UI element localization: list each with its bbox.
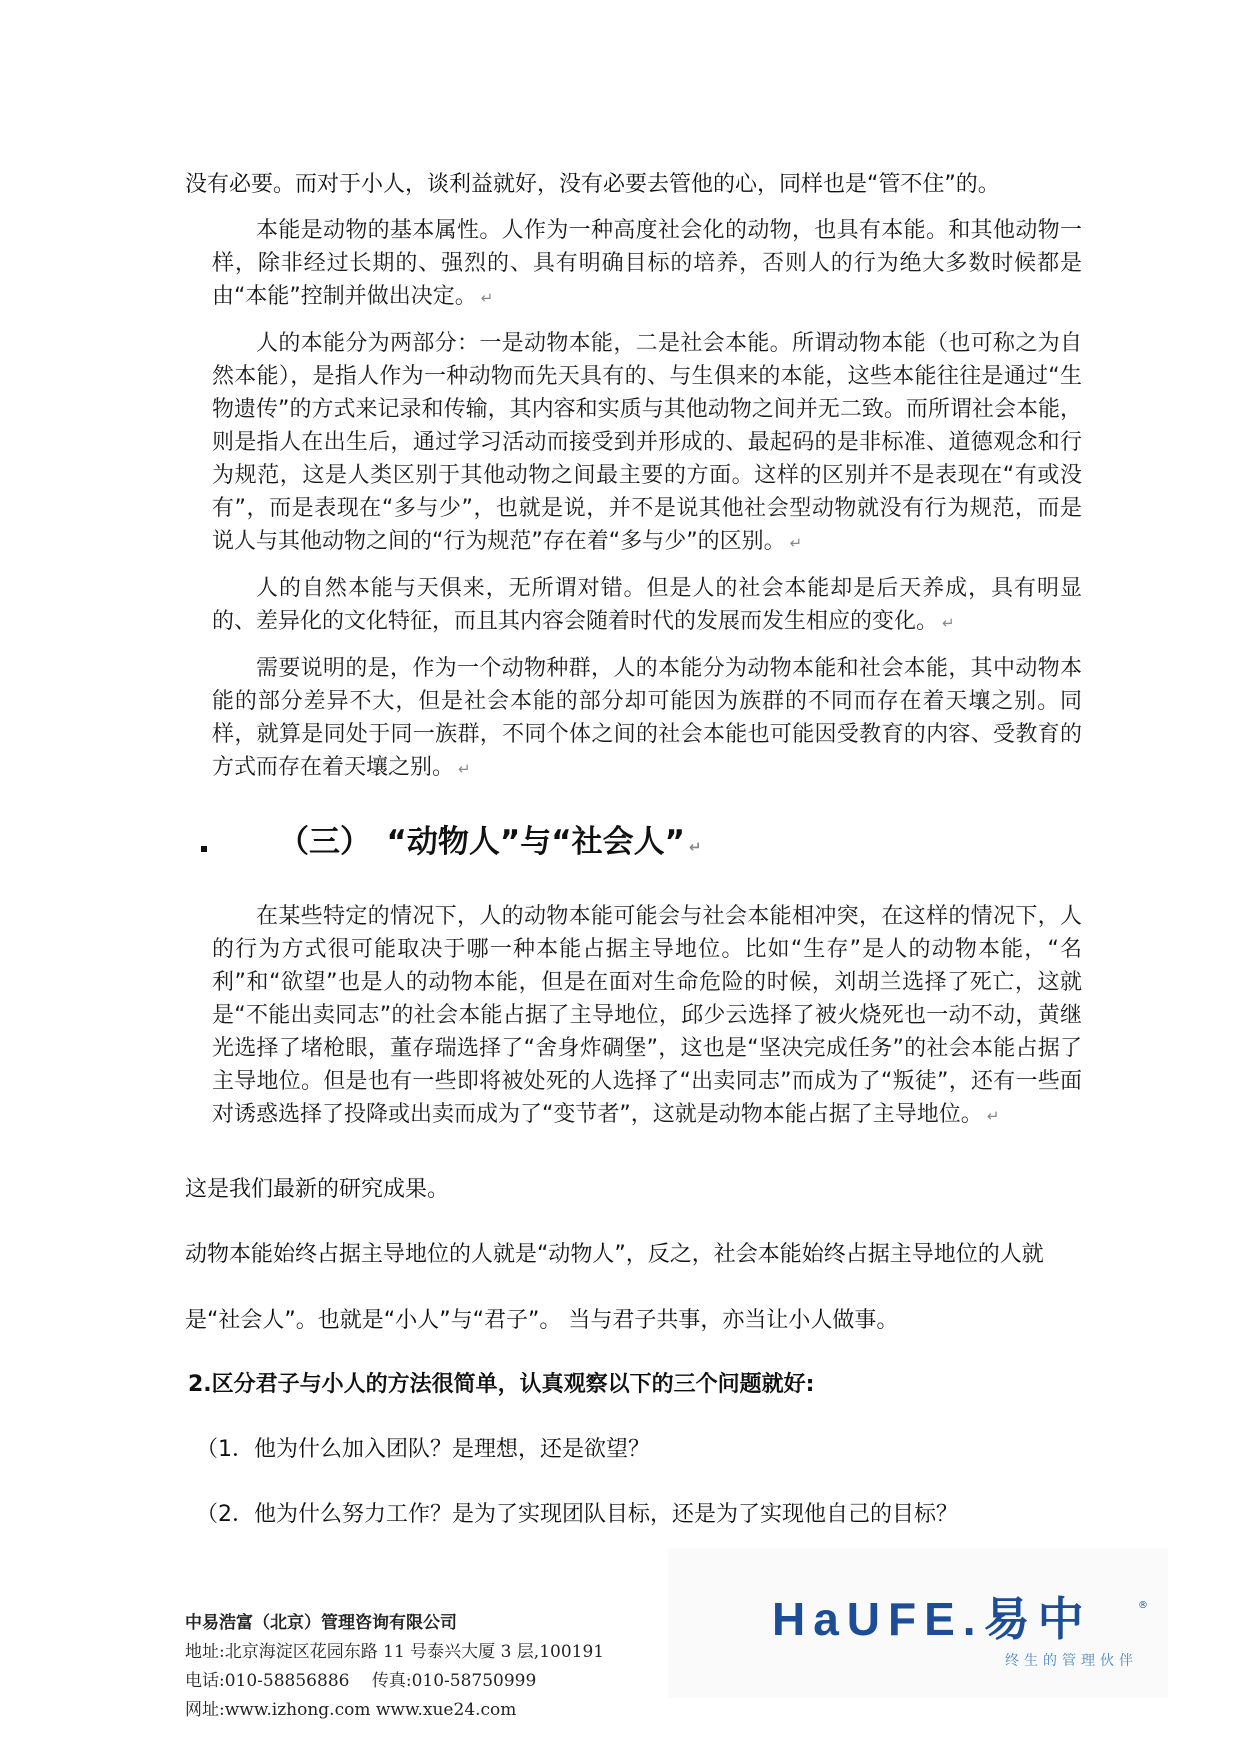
- scan-paragraph: [212, 900, 1082, 1133]
- haufe-logo: HaUFE.易中: [772, 1593, 1092, 1645]
- question-1: （1．他为什么加入团队？是理想，还是欲望？: [196, 1437, 650, 1462]
- scanned-text-block-top: [212, 214, 1082, 786]
- definition-line-2: 是“社会人”。也就是“小人”与“君子”。 当与君子共事，亦当让小人做事。: [185, 1308, 899, 1333]
- intro-line: 没有必要。而对于小人，谈利益就好，没有必要去管他的心，同样也是“管不住”的。: [185, 172, 1000, 197]
- paragraph-mark-icon: ↵: [986, 1107, 1000, 1125]
- footer-phone: 电话:010-58856886 传真:010-58750999: [185, 1671, 537, 1691]
- scan-paragraph-text: 在某些特定的情况下，人的动物本能可能会与社会本能相冲突，在这样的情况下，人的行为方式很可能取决于哪一种本能占据主导地位。比如“生存”是人的动物本能，“名利”和“欲望”也是人的动物本能，但是在面对生命危险的时候，刘胡兰选择了死亡，这就是“不能出卖同志”的社会本能占据了主导地位，邱少云选择了被火烧死也一动不动，黄继光选择了堵枪眼，董存瑞选择了“舍身炸碉堡”，这也是“坚决完成任务”的社会本能占据了主导地位。但是也有一些即将被处死的人选择了“出卖同志”而成为了“叛徒”，还有一些面对诱惑选择了投降或出卖而成为了“变节者”，这就是动物本能占据了主导地位。: [212, 904, 1082, 1127]
- section-heading-text: （三） “动物人”与“社会人”: [278, 824, 685, 860]
- scan-paragraph-text: 本能是动物的基本属性。人作为一种高度社会化的动物，也具有本能。和其他动物一样，除非经过长期的、强烈的、具有明确目标的培养，否则人的行为绝大多数时候都是由“本能”控制并做出决定。: [212, 218, 1082, 309]
- paragraph-mark-icon: ↵: [458, 760, 471, 778]
- paragraph-mark-icon: ↵: [789, 534, 803, 552]
- scan-paragraph-text: 人的本能分为两部分：一是动物本能，二是社会本能。所谓动物本能（也可称之为自然本能），是指人作为一种动物而先天具有的、与生俱来的本能，这些本能往往是通过“生物遗传”的方式来记录和传输，其内容和实质与其他动物之间并无二致。而所谓社会本能，则是指人在出生后，通过学习活动而接受到并形成的、最起码的是非标准、道德观念和行为规范，这是人类区别于其他动物之间最主要的方面。这样的区别并不是表现在“有或没有”，而是表现在“多与少”，也就是说，并不是说其他社会型动物就没有行为规范，而是说人与其他动物之间的“行为规范”存在着“多与少”的区别。: [212, 331, 1082, 554]
- scan-paragraph-text: 人的自然本能与天俱来，无所谓对错。但是人的社会本能却是后天养成，具有明显的、差异化的文化特征，而且其内容会随着时代的发展而发生相应的变化。: [212, 576, 1082, 634]
- paragraph-mark-icon: ↵: [480, 289, 494, 307]
- registered-mark-icon: ®: [1138, 1600, 1148, 1611]
- scan-paragraph: [212, 572, 1082, 640]
- footer-website[interactable]: 网址:www.izhong.com www.xue24.com: [185, 1700, 517, 1719]
- section-heading: [278, 822, 702, 867]
- bullet-icon: [201, 846, 207, 852]
- research-line: 这是我们最新的研究成果。: [185, 1177, 450, 1202]
- footer-company: 中易浩富（北京）管理咨询有限公司: [185, 1613, 457, 1633]
- footer-address: 地址:北京海淀区花园东路 11 号泰兴大厦 3 层,100191: [185, 1642, 605, 1662]
- question-2: （2．他为什么努力工作？是为了实现团队目标，还是为了实现他自己的目标？: [196, 1502, 958, 1527]
- scan-paragraph-text: 需要说明的是，作为一个动物种群，人的本能分为动物本能和社会本能，其中动物本能的部分差异不大，但是社会本能的部分却可能因为族群的不同而存在着天壤之别。同样，就算是同处于同一族群，不同个体之间的社会本能也可能因受教育的内容、受教育的方式而存在着天壤之别。: [212, 656, 1082, 780]
- scanned-text-block-bottom: [212, 900, 1082, 1133]
- scan-paragraph: [212, 652, 1082, 786]
- paragraph-mark-icon: ↵: [942, 614, 955, 632]
- scan-paragraph: [212, 327, 1082, 560]
- logo-tagline: 终生的管理伙伴: [1005, 1653, 1138, 1669]
- definition-line-1: 动物本能始终占据主导地位的人就是“动物人”，反之，社会本能始终占据主导地位的人就: [185, 1242, 1044, 1267]
- section-2-title: 2.区分君子与小人的方法很简单，认真观察以下的三个问题就好:: [188, 1372, 815, 1397]
- scan-paragraph: [212, 214, 1082, 315]
- paragraph-mark-icon: ↵: [689, 838, 702, 856]
